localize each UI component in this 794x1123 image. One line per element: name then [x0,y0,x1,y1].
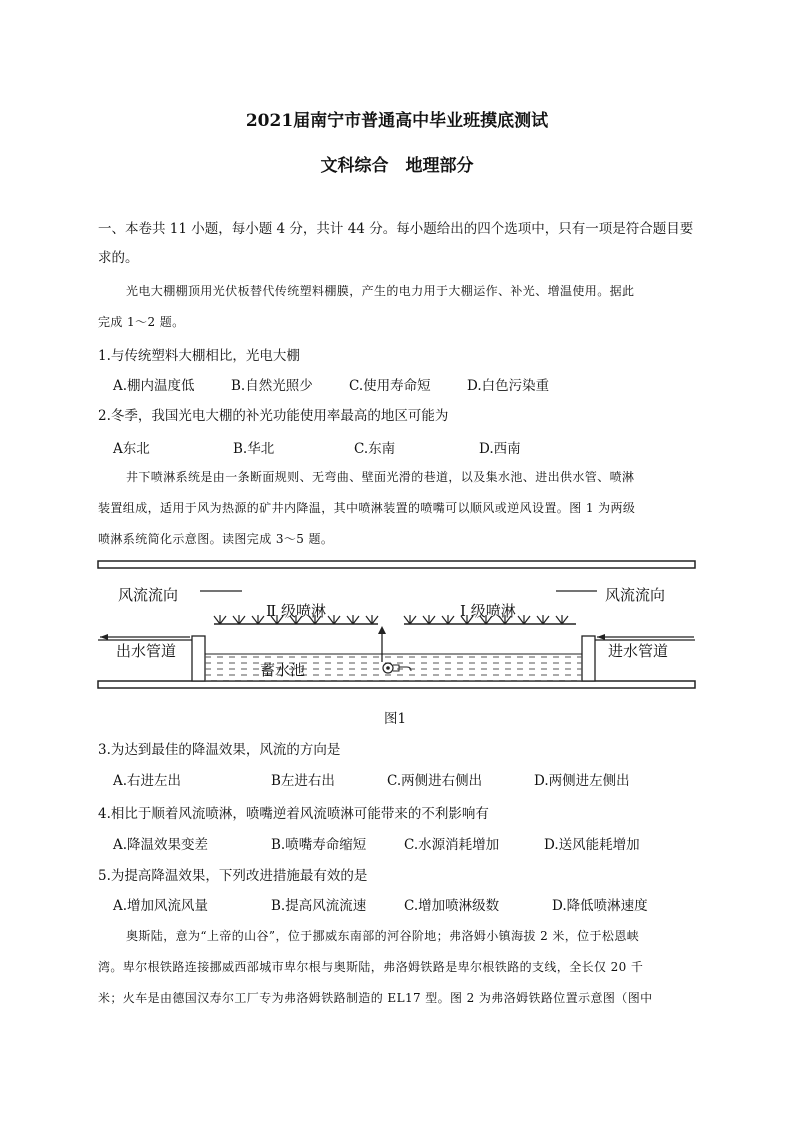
label-wind-right: 风流流向 [605,586,666,604]
question-2-stem: 2.冬季，我国光电大棚的补光功能使用率最高的地区可能为 [98,408,449,424]
question-5-option-a: A.增加风流风量 [113,898,209,914]
passage3-line3: 米；火车是由德国汉寿尔工厂专为弗洛姆铁路制造的 EL17 型。图 2 为弗洛姆铁路位置示意图（图中 [98,991,653,1005]
page-subtitle: 文科综合 地理部分 [320,156,474,176]
page-title: 2021届南宁市普通高中毕业班摸底测试 [245,111,549,131]
figure-1-caption: 图1 [384,711,407,727]
passage1-line2: 完成 1～2 题。 [98,315,185,329]
question-5-option-d: D.降低喷淋速度 [552,898,648,914]
label-inlet-pipe: 进水管道 [608,642,669,660]
figure-1-diagram [96,558,698,694]
passage2-line1: 井下喷淋系统是由一条断面规则、无弯曲、壁面光滑的巷道，以及集水池、进出供水管、喷淋 [126,470,635,484]
question-3-option-c: C.两侧进右侧出 [387,773,483,789]
question-5-stem: 5.为提高降温效果，下列改进措施最有效的是 [98,868,368,884]
label-pool: 蓄水池 [260,661,306,679]
question-4-option-d: D.送风能耗增加 [544,837,640,853]
label-spray-2: Ⅱ 级喷淋 [266,602,326,620]
question-1-stem: 1.与传统塑料大棚相比，光电大棚 [98,348,300,364]
question-3-option-d: D.两侧进左侧出 [534,773,630,789]
question-1-option-c: C.使用寿命短 [349,378,431,394]
passage3-line1: 奥斯陆，意为“上帝的山谷”，位于挪威东南部的河谷阶地；弗洛姆小镇海拔 2 米，位于松恩峡 [126,929,640,943]
passage1-line1: 光电大棚棚顶用光伏板替代传统塑料棚膜，产生的电力用于大棚运作、补光、增温使用。据此 [126,284,635,298]
passage2-line3: 喷淋系统简化示意图。读图完成 3～5 题。 [98,532,334,546]
question-2-option-b: B.华北 [233,441,275,457]
pool-left-wall [192,636,205,681]
question-4-option-c: C.水源消耗增加 [404,837,500,853]
tunnel-top-wall [98,561,695,568]
question-3-option-b: B左进右出 [271,773,335,789]
tunnel-bottom-wall [98,681,695,688]
pool-right-wall [582,636,595,681]
label-outlet-pipe: 出水管道 [116,642,177,660]
question-4-option-a: A.降温效果变差 [113,837,209,853]
label-wind-left: 风流流向 [118,586,179,604]
question-1-option-a: A.棚内温度低 [113,378,195,394]
question-2-option-d: D.西南 [479,441,521,457]
question-2-option-a: A东北 [113,441,150,457]
passage2-line2: 装置组成，适用于风为热源的矿井内降温，其中喷淋装置的喷嘴可以顺风或逆风设置。图 1 为两级 [98,501,636,515]
section-instruction-line1: 一、本卷共 11 小题，每小题 4 分，共计 44 分。每小题给出的四个选项中，只有一项是符合题目要 [98,221,694,237]
section-instruction-line2: 求的。 [98,250,139,266]
question-3-option-a: A.右进左出 [113,773,182,789]
question-3-stem: 3.为达到最佳的降温效果，风流的方向是 [98,742,341,758]
question-5-option-b: B.提高风流流速 [271,898,367,914]
question-1-option-b: B.自然光照少 [231,378,313,394]
question-4-option-b: B.喷嘴寿命缩短 [271,837,367,853]
question-2-option-c: C.东南 [354,441,396,457]
question-1-option-d: D.白色污染重 [467,378,550,394]
question-4-stem: 4.相比于顺着风流喷淋，喷嘴逆着风流喷淋可能带来的不利影响有 [98,806,489,822]
label-spray-1: Ⅰ 级喷淋 [460,602,516,620]
passage3-line2: 湾。卑尔根铁路连接挪威西部城市卑尔根与奥斯陆，弗洛姆铁路是卑尔根铁路的支线，全长仅 20 千 [98,960,644,974]
question-5-option-c: C.增加喷淋级数 [404,898,500,914]
